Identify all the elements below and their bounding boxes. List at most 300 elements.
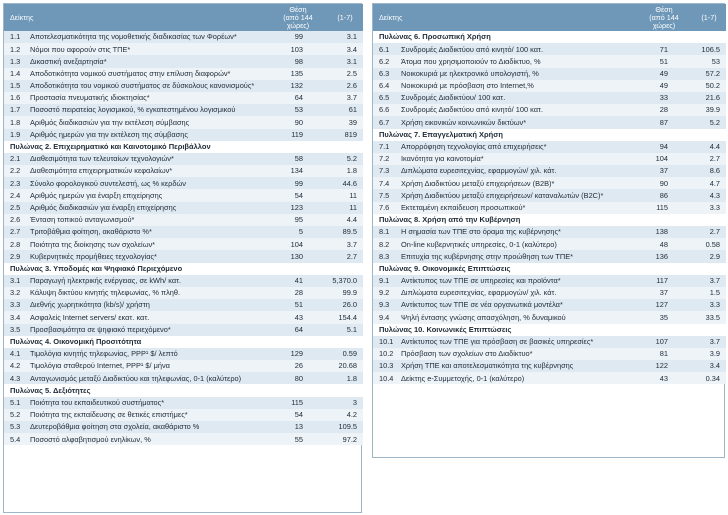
indicator-name: Διαθεσιμότητα των τελευταίων τεχνολογιών* [30, 154, 174, 164]
indicator-rank: 5 [298, 227, 303, 237]
indicator-value: 2.7 [709, 227, 720, 237]
indicator-code: 8.2 [379, 239, 390, 249]
indicator-code: 10.1 [379, 337, 394, 347]
indicator-name: Συνδρομές Διαδικτύου από κινητό/ 100 κατ. [401, 44, 544, 54]
indicator-value: 3.3 [709, 202, 720, 212]
indicator-name: Αποτελεσματικότητα της νομοθετικής διαδικασίας των Φορέων* [30, 32, 237, 42]
indicator-code: 5.1 [10, 397, 21, 407]
indicator-code: 2.6 [10, 215, 21, 225]
indicator-code: 10.4 [379, 373, 394, 383]
indicator-code: 2.7 [10, 227, 21, 237]
table-row [4, 104, 363, 116]
indicator-rank: 87 [659, 117, 668, 127]
indicator-name: Συνδρομές Διαδικτύου/ 100 κατ. [401, 93, 506, 103]
table-row [373, 68, 726, 80]
indicator-code: 10.2 [379, 349, 394, 359]
indicator-code: 3.3 [10, 300, 21, 310]
indicator-value: 3.4 [709, 361, 720, 371]
indicator-name: Συνδρομές Διαδικτύου από κινητό/ 100 κατ. [401, 105, 544, 115]
right-indicator-table [373, 4, 726, 384]
indicator-code: 4.3 [10, 373, 21, 383]
indicator-name: Ποσοστό αλφαβητισμού ενηλίκων, % [30, 434, 151, 444]
indicator-rank: 104 [655, 154, 668, 164]
indicator-value: 44.6 [342, 178, 357, 188]
indicator-rank: 28 [294, 288, 303, 298]
indicator-code: 1.7 [10, 105, 21, 115]
indicator-value: 5,370.0 [332, 276, 357, 286]
indicator-code: 7.1 [379, 142, 390, 152]
indicator-code: 1.6 [10, 93, 21, 103]
indicator-rank: 90 [294, 117, 303, 127]
indicator-code: 1.9 [10, 129, 21, 139]
indicator-code: 1.8 [10, 117, 21, 127]
table-row [4, 324, 363, 336]
pillar-heading: Πυλώνας 6. Προσωπική Χρήση [373, 31, 726, 43]
indicator-rank: 13 [294, 422, 303, 432]
indicator-rank: 130 [290, 251, 303, 261]
indicator-rank: 134 [290, 166, 303, 176]
indicator-name: Διεθνής χωρητικότητα (kb/s)/ χρήστη [30, 300, 150, 310]
indicator-name: Νοικοκυριά με ηλεκτρονικό υπολογιστή, % [401, 68, 539, 78]
pillar-heading-row [4, 336, 363, 348]
indicator-value: 3 [352, 397, 357, 407]
indicator-name: Ποιότητα του εκπαιδευτικού συστήματος* [30, 397, 165, 407]
table-row [4, 372, 363, 384]
indicator-rank: 135 [290, 68, 303, 78]
table-row [373, 189, 726, 201]
indicator-rank: 98 [294, 56, 303, 66]
table-row [4, 287, 363, 299]
indicator-name: Νοικοκυριά με πρόσβαση στο Internet,% [401, 81, 534, 91]
indicator-rank: 54 [294, 410, 303, 420]
indicator-rank: 28 [659, 105, 668, 115]
indicator-code: 1.5 [10, 81, 21, 91]
indicator-code: 9.3 [379, 300, 390, 310]
indicator-name: Διαθεσιμότητα επιχειρηματικών κεφαλαίων* [30, 166, 173, 176]
table-row [373, 372, 726, 384]
table-row [373, 311, 726, 323]
indicator-code: 2.3 [10, 178, 21, 188]
indicator-code: 7.3 [379, 166, 390, 176]
indicator-value: 3.3 [709, 300, 720, 310]
indicator-value: 5.2 [346, 154, 357, 164]
table-row [4, 311, 363, 323]
indicator-code: 9.4 [379, 312, 390, 322]
indicator-value: 2.6 [346, 81, 357, 91]
indicator-code: 6.5 [379, 93, 390, 103]
indicator-name: Επιτυχία της κυβέρνησης στην προώθηση των ΤΠΕ* [401, 251, 574, 261]
pillar-heading: Πυλώνας 7. Επαγγελματική Χρήση [373, 129, 726, 141]
table-row [373, 116, 726, 128]
indicator-rank: 81 [659, 349, 668, 359]
pillar-heading: Πυλώνας 8. Χρήση από την Κυβέρνηση [373, 214, 726, 226]
indicator-value: 3.4 [346, 44, 357, 54]
table-row [4, 129, 363, 141]
indicator-rank: 26 [294, 361, 303, 371]
indicator-code: 7.4 [379, 178, 390, 188]
indicator-name: Η σημασία των ΤΠΕ στο όραμα της κυβέρνησης* [401, 227, 561, 237]
indicator-rank: 95 [294, 215, 303, 225]
indicator-value: 20.68 [338, 361, 357, 371]
indicator-rank: 58 [294, 154, 303, 164]
header-rank [636, 4, 692, 31]
indicator-rank: 132 [290, 81, 303, 91]
indicator-code: 3.4 [10, 312, 21, 322]
table-row [4, 43, 363, 55]
indicator-rank: 71 [659, 44, 668, 54]
indicator-code: 6.4 [379, 81, 390, 91]
indicator-name: Ικανότητα για καινοτομία* [401, 154, 484, 164]
indicator-code: 9.1 [379, 276, 390, 286]
indicator-rank: 80 [294, 373, 303, 383]
indicator-rank: 123 [290, 202, 303, 212]
indicator-value: 4.3 [709, 190, 720, 200]
table-row [373, 348, 726, 360]
indicator-name: Σύνολο φορολογικού συντελεστή, ως % κερδών [30, 178, 186, 188]
indicator-code: 2.2 [10, 166, 21, 176]
table-row [4, 250, 363, 262]
indicator-name: Προσβασιμότητα σε ψηφιακό περιεχόμενο* [30, 324, 171, 334]
indicator-code: 2.9 [10, 251, 21, 261]
table-header [4, 4, 363, 31]
table-row [373, 336, 726, 348]
indicator-value: 4.7 [709, 178, 720, 188]
indicator-name: Αριθμός διαδικασιών για την εκτέλεση σύμβασης [30, 117, 190, 127]
indicator-code: 5.2 [10, 410, 21, 420]
table-row [373, 202, 726, 214]
indicator-value: 4.2 [346, 410, 357, 420]
table-row [4, 421, 363, 433]
pillar-heading-row [373, 324, 726, 336]
indicator-value: 97.2 [342, 434, 357, 444]
table-row [4, 177, 363, 189]
indicator-rank: 55 [294, 434, 303, 444]
indicator-rank: 103 [290, 44, 303, 54]
indicator-code: 4.1 [10, 349, 21, 359]
header-rank [269, 4, 327, 31]
indicator-name: Νόμοι που αφορούν στις ΤΠΕ* [30, 44, 131, 54]
indicator-rank: 54 [294, 190, 303, 200]
indicator-code: 2.1 [10, 154, 21, 164]
indicator-value: 106.5 [701, 44, 720, 54]
indicator-name: Ποσοστό πειρατείας λογισμικού, % εγκατεστημένου λογισμικού [30, 105, 236, 115]
indicator-rank: 127 [655, 300, 668, 310]
table-row [4, 55, 363, 67]
pillar-heading: Πυλώνας 3. Υποδομές και Ψηφιακό Περιεχόμενο [4, 263, 363, 275]
table-row [373, 238, 726, 250]
indicator-name: Εκτεταμένη εκπαίδευση προσωπικού* [401, 202, 526, 212]
indicator-rank: 107 [655, 337, 668, 347]
table-row [373, 250, 726, 262]
indicator-name: Αντίκτυπος των ΤΠΕ σε υπηρεσίες και προϊόντα* [401, 276, 561, 286]
indicator-value: 2.7 [346, 251, 357, 261]
table-row [4, 275, 363, 287]
indicator-value: 8.6 [709, 166, 720, 176]
indicator-value: 33.5 [705, 312, 720, 322]
indicator-value: 0.58 [705, 239, 720, 249]
left-indicator-table [4, 4, 363, 445]
indicator-name: Αριθμός ημερών για την εκτέλεση της σύμβασης [30, 129, 188, 139]
indicator-value: 2.5 [346, 68, 357, 78]
indicator-name: Αποδοτικότητα νομικού συστήματος στην επίλυση διαφορών* [30, 68, 231, 78]
indicator-value: 0.34 [705, 373, 720, 383]
indicator-rank: 53 [294, 105, 303, 115]
indicator-rank: 35 [659, 312, 668, 322]
indicator-code: 6.7 [379, 117, 390, 127]
table-row [4, 31, 363, 43]
pillar-heading: Πυλώνας 4. Οικονομική Προσιτότητα [4, 336, 363, 348]
indicator-rank: 94 [659, 142, 668, 152]
indicator-name: Δευτεροβάθμια φοίτηση στα σχολεία, ακαθάριστο % [30, 422, 200, 432]
table-row [4, 238, 363, 250]
indicator-value: 3.1 [346, 56, 357, 66]
table-row [373, 55, 726, 67]
table-row [373, 92, 726, 104]
indicator-code: 7.6 [379, 202, 390, 212]
indicator-value: 2.7 [709, 154, 720, 164]
indicator-rank: 119 [291, 129, 303, 139]
indicator-value: 3.7 [709, 337, 720, 347]
indicator-rank: 37 [659, 288, 668, 298]
indicator-value: 0.59 [342, 349, 357, 359]
indicator-rank: 43 [659, 373, 668, 383]
indicator-value: 1.8 [346, 166, 357, 176]
left-indicator-table-panel [3, 3, 362, 513]
indicator-rank: 64 [294, 93, 303, 103]
table-row [373, 287, 726, 299]
indicator-value: 39 [348, 117, 357, 127]
indicator-code: 2.4 [10, 190, 21, 200]
indicator-name: Αποδοτικότητα του νομικού συστήματος σε δύσκολους κανονισμούς* [30, 81, 255, 91]
indicator-code: 1.1 [10, 32, 21, 42]
pillar-heading-row [4, 263, 363, 275]
header-indicator: Δείκτης [379, 12, 403, 22]
table-row [4, 153, 363, 165]
pillar-heading-row [373, 214, 726, 226]
pillar-heading-row [4, 141, 363, 153]
indicator-rank: 33 [659, 93, 668, 103]
indicator-value: 26.0 [342, 300, 357, 310]
indicator-code: 2.8 [10, 239, 21, 249]
indicator-code: 2.5 [10, 202, 21, 212]
header-rank-text: Θέση (από 144 χώρες) [649, 4, 679, 30]
indicator-value: 3.1 [346, 32, 357, 42]
indicator-value: 4.4 [709, 142, 720, 152]
indicator-value: 53 [711, 56, 720, 66]
table-row [373, 226, 726, 238]
pillar-heading: Πυλώνας 9. Οικονομικές Επιπτώσεις [373, 263, 726, 275]
table-row [4, 116, 363, 128]
indicator-name: Ψηλή έντασης γνώσης απασχόληση, % δυναμικού [401, 312, 566, 322]
indicator-value: 819 [344, 129, 357, 139]
indicator-name: Τριτοβάθμια φοίτηση, ακαθάριστο %* [30, 227, 152, 237]
indicator-code: 4.2 [10, 361, 21, 371]
indicator-code: 6.6 [379, 105, 390, 115]
indicator-name: Ανταγωνισμός μεταξύ Διαδικτύου και τηλεφωνίας, 0-1 (καλύτερο) [30, 373, 242, 383]
indicator-rank: 115 [291, 397, 303, 407]
indicator-rank: 37 [659, 166, 668, 176]
indicator-name: On-line κυβερνητικές υπηρεσίες, 0-1 (καλύτερο) [401, 239, 557, 249]
indicator-value: 11 [349, 202, 357, 212]
indicator-value: 89.5 [342, 227, 357, 237]
indicator-value: 61 [348, 105, 357, 115]
table-row [4, 433, 363, 445]
table-row [373, 177, 726, 189]
indicator-value: 5.1 [346, 324, 357, 334]
table-row [4, 226, 363, 238]
indicator-code: 3.5 [10, 324, 21, 334]
indicator-code: 3.1 [10, 276, 21, 286]
pillar-heading-row [373, 263, 726, 275]
indicator-code: 1.4 [10, 68, 21, 78]
indicator-name: Παραγωγή ηλεκτρικής ενέργειας, σε kWh/ κατ. [30, 276, 182, 286]
indicator-value: 3.7 [346, 239, 357, 249]
table-row [373, 153, 726, 165]
indicator-rank: 43 [294, 312, 303, 322]
indicator-code: 8.1 [379, 227, 390, 237]
indicator-value: 154.4 [338, 312, 357, 322]
indicator-code: 1.2 [10, 44, 21, 54]
table-row [4, 202, 363, 214]
indicator-code: 7.2 [379, 154, 390, 164]
indicator-rank: 122 [655, 361, 668, 371]
table-header [373, 4, 726, 31]
indicator-rank: 136 [655, 251, 668, 261]
indicator-name: Διπλώματα ευρεσιτεχνίας, εφαρμογών/ χιλ. κάτ. [401, 166, 557, 176]
indicator-value: 39.9 [705, 105, 720, 115]
indicator-name: Δικαστική ανεξαρτησία* [30, 56, 107, 66]
indicator-value: 5.2 [709, 117, 720, 127]
indicator-name: Αντίκτυπος των ΤΠΕ για πρόσβαση σε βασικές υπηρεσίες* [401, 337, 594, 347]
indicator-value: 57.2 [705, 68, 720, 78]
pillar-heading: Πυλώνας 5. Δεξιότητες [4, 384, 363, 396]
table-row [4, 360, 363, 372]
indicator-rank: 64 [294, 324, 303, 334]
table-row [4, 92, 363, 104]
pillar-heading-row [373, 129, 726, 141]
indicator-value: 109.5 [338, 422, 357, 432]
indicator-value: 3.7 [709, 276, 720, 286]
indicator-name: Απορρόφηση τεχνολογίας από επιχειρήσεις* [401, 142, 547, 152]
indicator-code: 5.3 [10, 422, 21, 432]
indicator-name: Κάλυψη δικτύου κινητής τηλεφωνίας, % πληθ. [30, 288, 181, 298]
pillar-heading: Πυλώνας 10. Κοινωνικές Επιπτώσεις [373, 324, 726, 336]
indicator-rank: 49 [659, 68, 668, 78]
indicator-name: Διπλώματα ευρεσιτεχνίας, εφαρμογών/ χιλ. κάτ. [401, 288, 557, 298]
indicator-value: 50.2 [705, 81, 720, 91]
indicator-name: Ποιότητα της εκπαίδευσης σε θετικές επιστήμες* [30, 410, 188, 420]
table-row [373, 299, 726, 311]
indicator-code: 1.3 [10, 56, 21, 66]
indicator-code: 3.2 [10, 288, 21, 298]
pillar-heading-row [4, 384, 363, 396]
indicator-rank: 99 [294, 32, 303, 42]
indicator-code: 6.3 [379, 68, 390, 78]
indicator-value: 3.9 [709, 349, 720, 359]
indicator-code: 7.5 [379, 190, 390, 200]
table-row [373, 165, 726, 177]
header-value: (1-7) [701, 12, 717, 22]
pillar-heading: Πυλώνας 2. Επιχειρηματικό και Καινοτομικό Περιβάλλον [4, 141, 363, 153]
indicator-rank: 117 [656, 276, 668, 286]
indicator-name: Ασφαλείς Internet servers/ εκατ. κατ. [30, 312, 150, 322]
table-row [4, 214, 363, 226]
indicator-code: 5.4 [10, 434, 21, 444]
indicator-rank: 138 [655, 227, 668, 237]
right-table-body [373, 31, 726, 384]
indicator-code: 6.2 [379, 56, 390, 66]
indicator-name: Χρήση ΤΠΕ και αποτελεσματικότητα της κυβέρνησης [401, 361, 574, 371]
indicator-name: Τιμολόγια κινητής τηλεφωνίας, PPP¹ $/ λεπτό [30, 349, 178, 359]
table-row [4, 189, 363, 201]
indicator-name: Προστασία πνευματικής ιδιοκτησίας* [30, 93, 150, 103]
indicator-rank: 104 [290, 239, 303, 249]
table-row [4, 165, 363, 177]
indicator-name: Αντίκτυπος των ΤΠΕ σε νέα οργανωτικά μοντέλα* [401, 300, 563, 310]
indicator-name: Τιμολόγια σταθερού Internet, PPP¹ $/ μήνα [30, 361, 170, 371]
indicator-rank: 41 [294, 276, 303, 286]
indicator-code: 8.3 [379, 251, 390, 261]
indicator-name: Αριθμός ημερών για έναρξη επιχείρησης [30, 190, 163, 200]
indicator-value: 3.7 [346, 93, 357, 103]
indicator-code: 9.2 [379, 288, 390, 298]
indicator-rank: 90 [659, 178, 668, 188]
table-row [4, 348, 363, 360]
table-row [373, 360, 726, 372]
table-row [373, 141, 726, 153]
indicator-code: 6.1 [379, 44, 390, 54]
indicator-name: Χρήση Διαδικτύου μεταξύ επιχειρήσεων/ καταναλωτών (B2C)* [401, 190, 604, 200]
indicator-name: Κυβερνητικές προμήθειες τεχνολογίας* [30, 251, 157, 261]
table-row [4, 409, 363, 421]
indicator-name: Πρόσβαση των σχολείων στο Διαδίκτυο* [401, 349, 533, 359]
header-indicator: Δείκτης [10, 12, 34, 22]
indicator-rank: 48 [659, 239, 668, 249]
indicator-rank: 51 [294, 300, 303, 310]
table-row [4, 68, 363, 80]
indicator-value: 2.9 [709, 251, 720, 261]
indicator-name: Αριθμός διαδικασιών για έναρξη επιχείρησης [30, 202, 177, 212]
indicator-name: Χρήση εικονικών κοινωνικών δικτύων* [401, 117, 527, 127]
indicator-name: Δείκτης e-Συμμετοχής, 0-1 (καλύτερο) [401, 373, 525, 383]
header-rank-text: Θέση (από 144 χώρες) [283, 4, 313, 30]
indicator-value: 1.5 [709, 288, 720, 298]
table-row [373, 80, 726, 92]
left-table-body [4, 31, 363, 445]
table-row [373, 43, 726, 55]
indicator-value: 99.9 [342, 288, 357, 298]
header-value: (1-7) [337, 12, 353, 22]
table-row [373, 104, 726, 116]
indicator-code: 10.3 [379, 361, 394, 371]
table-row [373, 275, 726, 287]
indicator-rank: 49 [659, 81, 668, 91]
indicator-value: 11 [349, 190, 357, 200]
indicator-rank: 51 [659, 56, 668, 66]
indicator-rank: 99 [294, 178, 303, 188]
right-indicator-table-panel [372, 3, 725, 458]
table-row [4, 299, 363, 311]
pillar-heading-row [373, 31, 726, 43]
indicator-rank: 115 [656, 202, 668, 212]
indicator-value: 21.6 [705, 93, 720, 103]
indicator-rank: 129 [290, 349, 303, 359]
indicator-name: Άτομα που χρησιμοποιούν το Διαδίκτυο, % [401, 56, 541, 66]
table-row [4, 80, 363, 92]
indicator-rank: 86 [659, 190, 668, 200]
indicator-name: Ένταση τοπικού ανταγωνισμού* [30, 215, 135, 225]
indicator-value: 1.8 [346, 373, 357, 383]
